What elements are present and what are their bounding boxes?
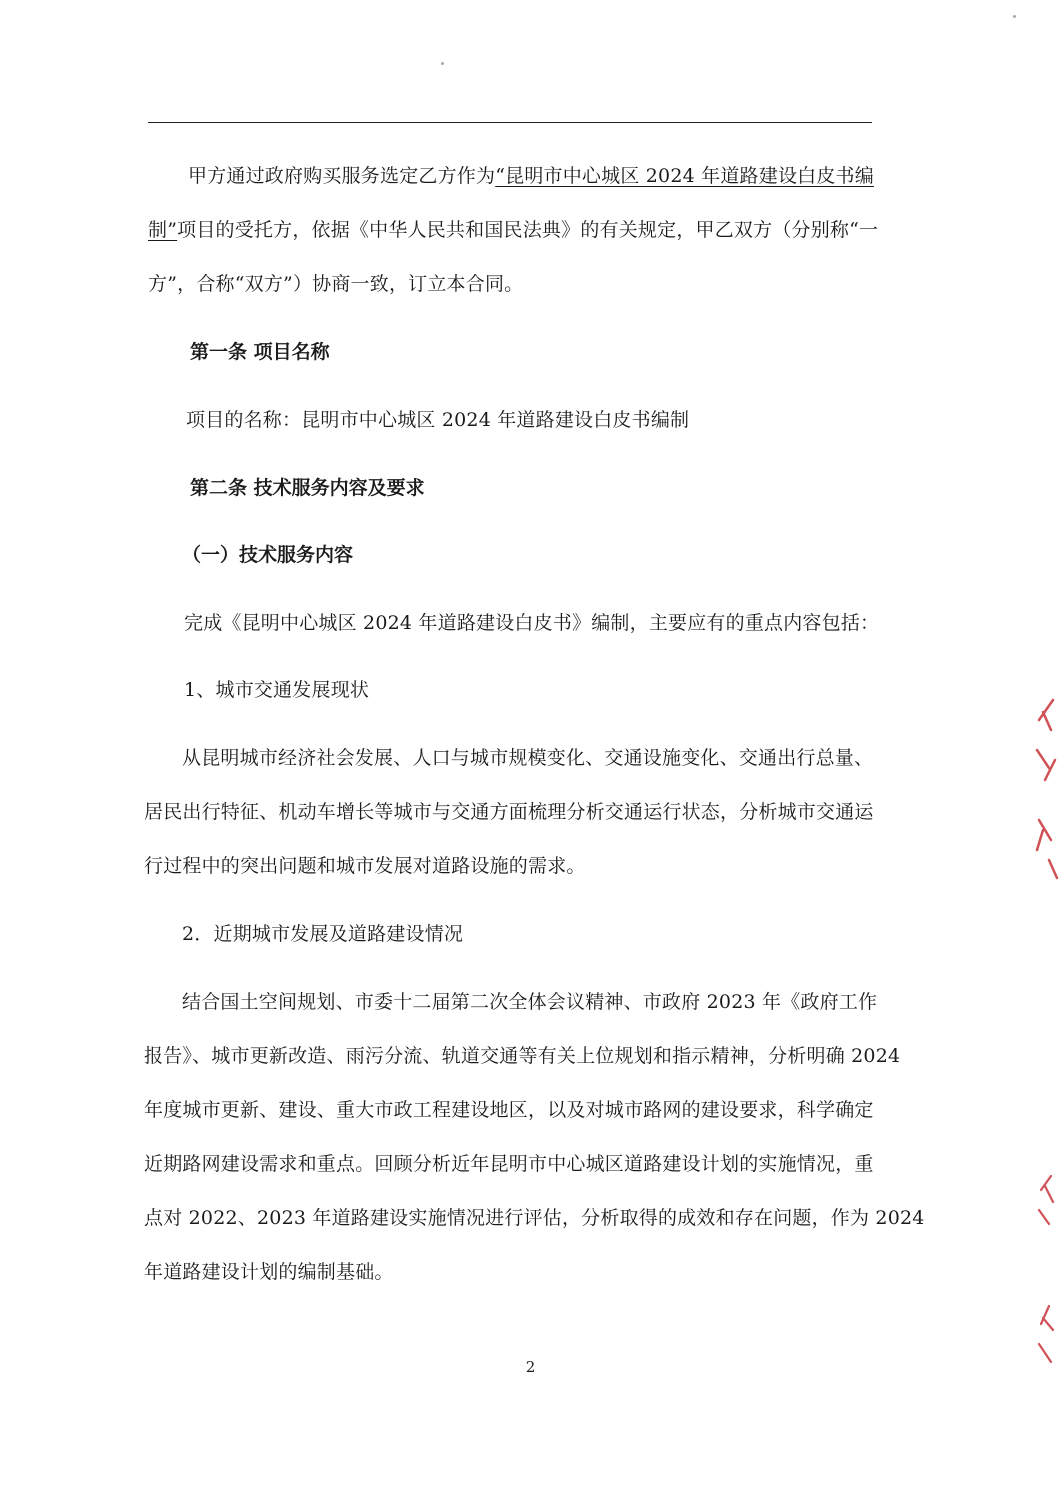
page-number: 2 [525,1358,536,1376]
project-name-underlined-end: 制” [148,219,178,241]
intro-text: 项目的受托方，依据《中华人民共和国民法典》的有关规定，甲乙双方（分别称“一 [177,219,879,241]
project-name-underlined: “昆明市中心城区 2024 年道路建设白皮书编 [495,165,874,187]
item-2-line: 年度城市更新、建设、重大市政工程建设地区，以及对城市路网的建设要求，科学确定 [144,1099,874,1121]
intro-text: 甲方通过政府购买服务选定乙方作为 [188,165,496,187]
seal-fragment-icon [1031,1170,1061,1230]
item-1-title: 1、城市交通发展现状 [184,679,370,701]
section-1-title: （一）技术服务内容 [182,544,354,566]
article-1-body: 项目的名称：昆明市中心城区 2024 年道路建设白皮书编制 [186,409,690,431]
intro-line-1 [188,164,874,188]
intro-line-2 [148,218,878,242]
intro-line-3: 方”，合称“双方”）协商一致，订立本合同。 [148,273,524,295]
article-1-title: 第一条 项目名称 [190,341,330,363]
seal-fragment-icon [1031,690,1061,890]
header-rule [148,122,872,123]
item-2-line: 点对 2022、2023 年道路建设实施情况进行评估，分析取得的成效和存在问题，作为 2024 [144,1207,925,1229]
section-lead: 完成《昆明中心城区 2024 年道路建设白皮书》编制，主要应有的重点内容包括： [184,612,880,634]
item-2-line: 结合国土空间规划、市委十二届第二次全体会议精神、市政府 2023 年《政府工作 [182,991,878,1013]
seal-fragment-icon [1031,1300,1061,1370]
item-1-line: 行过程中的突出问题和城市发展对道路设施的需求。 [144,855,586,877]
article-2-title: 第二条 技术服务内容及要求 [190,477,425,499]
item-2-line: 近期路网建设需求和重点。回顾分析近年昆明市中心城区道路建设计划的实施情况，重 [144,1153,874,1175]
item-2-title: 2．近期城市发展及道路建设情况 [182,923,464,945]
item-2-line: 年道路建设计划的编制基础。 [144,1261,394,1283]
scan-speck [441,62,444,65]
item-1-line: 从昆明城市经济社会发展、人口与城市规模变化、交通设施变化、交通出行总量、 [182,747,874,769]
item-1-line: 居民出行特征、机动车增长等城市与交通方面梳理分析交通运行状态，分析城市交通运 [144,801,874,823]
scan-speck [1013,15,1016,18]
item-2-line: 报告》、城市更新改造、雨污分流、轨道交通等有关上位规划和指示精神，分析明确 2024 [144,1045,901,1067]
